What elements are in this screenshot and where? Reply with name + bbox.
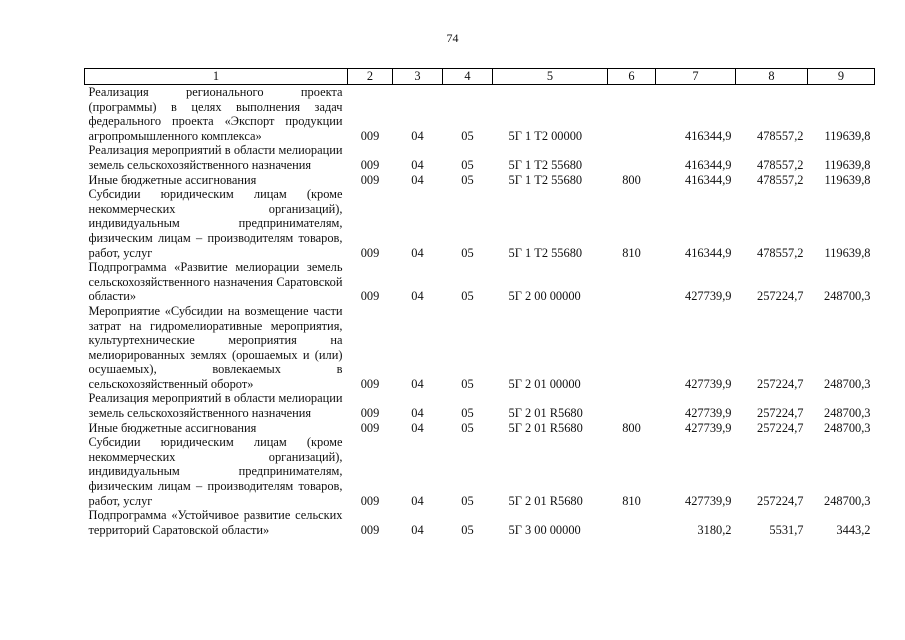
cell-gr: 009 [360,376,380,391]
cell-csr: 5Г 2 01 R5680 [508,406,583,421]
cell-year1: 416344,9 [685,157,732,172]
item-name: Реализация мероприятий в области мелиорации земель сельскохозяйственного назначения [88,391,343,421]
cell-year3: 119639,8 [824,172,871,187]
cell-pr: 05 [461,245,474,260]
cell-gr: 009 [360,522,380,537]
item-name: Подпрограмма «Развитие мелиорации земель сельскохозяйственного назначения Саратовской области» [88,260,343,304]
cell-year1: 3180,2 [697,522,732,537]
cell-year1: 427739,9 [685,493,732,508]
cell-vr: 800 [622,420,641,435]
cell-year3: 3443,2 [836,522,871,537]
cell-vr [608,260,656,304]
cell-rz: 04 [411,406,424,421]
cell-gr: 009 [360,128,380,143]
cell-year3: 248700,3 [824,420,871,435]
column-header: 4 [443,69,493,85]
table-row [85,260,875,304]
column-header: 2 [348,69,393,85]
cell-csr: 5Г 1 Т2 00000 [508,128,583,143]
cell-csr: 5Г 1 Т2 55680 [508,172,583,187]
cell-year3: 119639,8 [824,128,871,143]
cell-year3: 248700,3 [824,289,871,304]
cell-pr: 05 [461,157,474,172]
cell-year1: 416344,9 [685,245,732,260]
cell-rz: 04 [411,289,424,304]
cell-pr: 05 [461,406,474,421]
cell-gr: 009 [360,420,380,435]
cell-csr: 5Г 1 Т2 55680 [508,157,583,172]
cell-pr: 05 [461,172,474,187]
cell-vr [608,508,656,537]
cell-rz: 04 [411,420,424,435]
cell-pr: 05 [461,522,474,537]
cell-pr: 05 [461,420,474,435]
cell-year2: 257224,7 [757,406,804,421]
column-header: 9 [808,69,875,85]
cell-year3: 248700,3 [824,406,871,421]
cell-year2: 257224,7 [757,493,804,508]
item-name: Субсидии юридическим лицам (кроме некоммерческих организаций), индивидуальным предпринимателям, физическим лицам – производителям товаров, работ, услуг [88,435,343,508]
cell-gr: 009 [360,289,380,304]
cell-year2: 257224,7 [757,289,804,304]
cell-rz: 04 [411,157,424,172]
column-header: 5 [493,69,608,85]
cell-pr: 05 [461,376,474,391]
item-name: Реализация мероприятий в области мелиорации земель сельскохозяйственного назначения [88,143,343,172]
table-row [85,187,875,260]
item-name: Мероприятие «Субсидии на возмещение части затрат на гидромелиоративные мероприятия, культуртехнические мероприятия на мелиорированных землях (орошаемых и (или) осушаемых), вовлекаемых в сельскохозяйственный оборот» [88,303,343,391]
cell-year2: 478557,2 [757,157,804,172]
cell-csr: 5Г 2 00 00000 [508,289,581,304]
cell-csr: 5Г 3 00 00000 [508,522,581,537]
header-row [85,69,875,85]
page-number: 74 [446,31,459,45]
cell-csr: 5Г 1 Т2 55680 [508,245,583,260]
cell-gr: 009 [360,157,380,172]
cell-vr: 800 [622,172,641,187]
cell-rz: 04 [411,172,424,187]
item-name: Иные бюджетные ассигнования [88,172,257,187]
cell-year2: 5531,7 [769,522,804,537]
cell-year3: 248700,3 [824,376,871,391]
cell-vr [608,143,656,172]
table-row [85,173,875,188]
cell-csr: 5Г 2 01 R5680 [508,420,583,435]
table-row [85,421,875,436]
cell-gr: 009 [360,172,380,187]
column-header: 8 [736,69,808,85]
cell-year1: 427739,9 [685,289,732,304]
cell-pr: 05 [461,128,474,143]
budget-table [84,68,875,537]
cell-gr: 009 [360,493,380,508]
table-row [85,435,875,508]
cell-year2: 478557,2 [757,245,804,260]
table-row [85,143,875,172]
column-header: 1 [85,69,348,85]
cell-vr [608,85,656,144]
cell-gr: 009 [360,245,380,260]
cell-vr [608,391,656,420]
cell-year2: 478557,2 [757,128,804,143]
table-row [85,508,875,537]
cell-year1: 427739,9 [685,376,732,391]
cell-rz: 04 [411,128,424,143]
item-name: Реализация регионального проекта (программы) в целях выполнения задач федерального проекта «Экспорт продукции агропромышленного комплекса» [88,85,343,143]
cell-rz: 04 [411,245,424,260]
cell-year1: 416344,9 [685,172,732,187]
cell-year3: 248700,3 [824,493,871,508]
cell-rz: 04 [411,493,424,508]
column-header: 3 [393,69,443,85]
cell-year2: 478557,2 [757,172,804,187]
column-header: 7 [656,69,736,85]
cell-year1: 416344,9 [685,128,732,143]
cell-pr: 05 [461,493,474,508]
cell-year3: 119639,8 [824,157,871,172]
cell-year1: 427739,9 [685,420,732,435]
item-name: Иные бюджетные ассигнования [88,420,257,435]
cell-gr: 009 [360,406,380,421]
cell-pr: 05 [461,289,474,304]
item-name: Субсидии юридическим лицам (кроме некоммерческих организаций), индивидуальным предпринимателям, физическим лицам – производителям товаров, работ, услуг [88,187,343,260]
item-name: Подпрограмма «Устойчивое развитие сельских территорий Саратовской области» [88,508,343,537]
cell-year3: 119639,8 [824,245,871,260]
cell-year2: 257224,7 [757,376,804,391]
cell-vr: 810 [622,493,641,508]
cell-vr [608,304,656,392]
cell-year1: 427739,9 [685,406,732,421]
cell-rz: 04 [411,376,424,391]
table-row [85,391,875,420]
cell-vr: 810 [622,245,641,260]
cell-csr: 5Г 2 01 R5680 [508,493,583,508]
table-row [85,304,875,392]
cell-rz: 04 [411,522,424,537]
column-header: 6 [608,69,656,85]
table-row [85,85,875,144]
cell-csr: 5Г 2 01 00000 [508,376,581,391]
cell-year2: 257224,7 [757,420,804,435]
